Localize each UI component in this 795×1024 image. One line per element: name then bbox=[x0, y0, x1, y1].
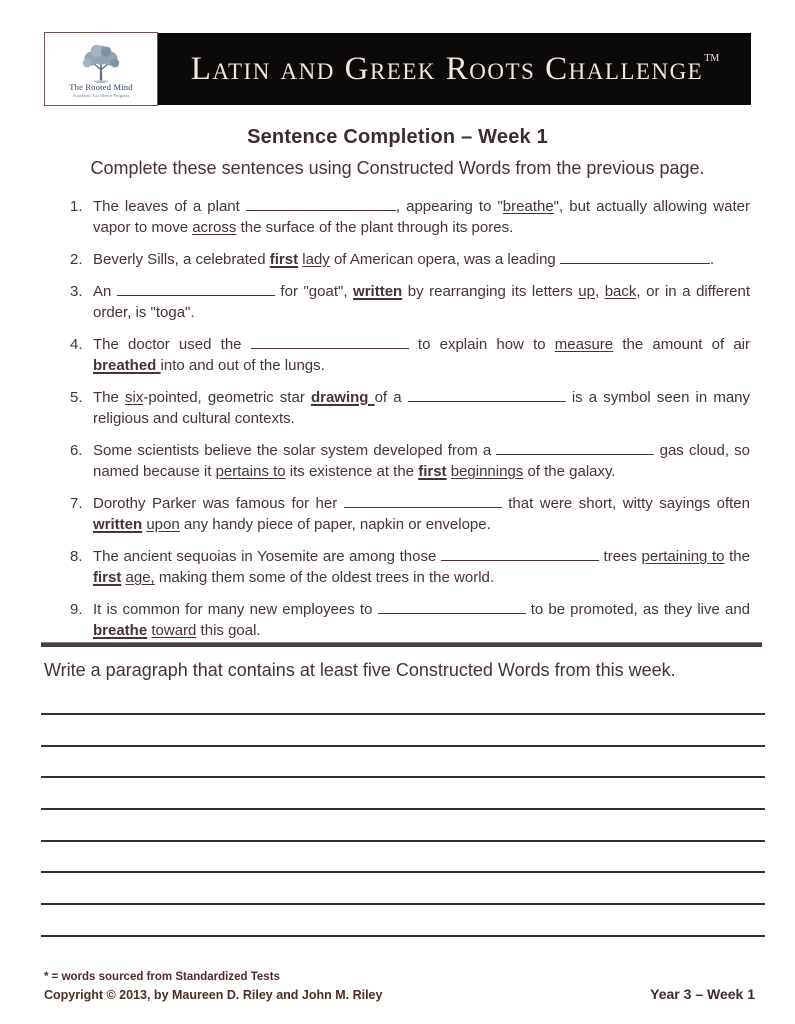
sentence-segment: drawing bbox=[310, 389, 375, 406]
sentence-text bbox=[93, 249, 750, 270]
writing-line bbox=[41, 840, 765, 842]
answer-blank bbox=[496, 441, 654, 455]
sentence-segment: The doctor used the bbox=[93, 336, 251, 353]
sentence-item bbox=[70, 249, 750, 270]
sentence-segment: It is common for many new employees to bbox=[93, 601, 378, 618]
answer-blank bbox=[117, 282, 275, 296]
sentence-text bbox=[93, 334, 750, 376]
item-number: 2. bbox=[70, 251, 83, 268]
writing-line bbox=[41, 808, 765, 810]
sentence-segment: . bbox=[709, 251, 715, 268]
copyright-line: Copyright © 2013, by Maureen D. Riley and John M. Riley bbox=[44, 988, 383, 1002]
sentence-segment: into and out of the lungs. bbox=[160, 357, 325, 374]
item-number: 6. bbox=[70, 442, 83, 459]
item-number: 9. bbox=[70, 601, 83, 618]
publisher-logo bbox=[44, 32, 158, 106]
writing-line bbox=[41, 713, 765, 715]
writing-line bbox=[41, 871, 765, 873]
sentence-segment: upon bbox=[146, 516, 180, 533]
sentence-segment: the bbox=[724, 548, 750, 565]
sentence-items-list bbox=[70, 196, 750, 652]
sentence-segment: of American opera, was a leading bbox=[329, 251, 560, 268]
item-number: 5. bbox=[70, 389, 83, 406]
sentence-segment: The bbox=[93, 389, 125, 406]
sentence-item bbox=[70, 493, 750, 535]
sentence-segment: -pointed, geometric star bbox=[143, 389, 311, 406]
sentence-segment: Beverly Sills, a celebrated bbox=[93, 251, 270, 268]
sentence-segment: , appearing to " bbox=[395, 198, 503, 215]
sentence-segment: measure bbox=[554, 336, 614, 353]
item-number: 1. bbox=[70, 198, 83, 215]
item-number: 7. bbox=[70, 495, 83, 512]
sentence-segment: Dorothy Parker was famous for her bbox=[93, 495, 344, 512]
sentence-item bbox=[70, 440, 750, 482]
sentence-segment: the surface of the plant through its pores. bbox=[236, 219, 514, 236]
sentence-segment: An bbox=[93, 283, 117, 300]
footnote: * = words sourced from Standardized Tests bbox=[44, 971, 280, 983]
sentence-text bbox=[93, 546, 750, 588]
worksheet-instructions: Complete these sentences using Constructed Words from the previous page. bbox=[90, 158, 705, 178]
sentence-segment: first bbox=[93, 569, 122, 586]
sentence-segment: Some scientists believe the solar system developed from a bbox=[93, 442, 497, 459]
tree-icon bbox=[75, 42, 127, 84]
sentence-segment: six bbox=[124, 389, 144, 406]
sentence-item bbox=[70, 387, 750, 429]
sentence-segment: this goal. bbox=[196, 622, 261, 639]
header-banner bbox=[44, 33, 751, 105]
sentence-segment: lady bbox=[302, 251, 330, 268]
sentence-segment: gas cloud, so named because it bbox=[93, 442, 750, 480]
sentence-segment: toward bbox=[151, 622, 197, 639]
answer-blank bbox=[344, 494, 502, 508]
answer-blank bbox=[378, 600, 526, 614]
sentence-segment: breathe bbox=[502, 198, 554, 215]
answer-blank bbox=[560, 250, 710, 264]
sentence-item bbox=[70, 546, 750, 588]
logo-tagline: Scholastic Excellence Program bbox=[73, 92, 129, 98]
sentence-text bbox=[93, 281, 750, 323]
writing-line bbox=[41, 903, 765, 905]
sentence-segment: trees bbox=[598, 548, 642, 565]
week-label: Year 3 – Week 1 bbox=[650, 986, 755, 1002]
sentence-segment: first bbox=[269, 251, 299, 268]
sentence-segment: written bbox=[93, 516, 143, 533]
sentence-item bbox=[70, 599, 750, 641]
sentence-segment: breathed bbox=[93, 357, 161, 374]
sentence-segment: back bbox=[604, 283, 637, 300]
sentence-text bbox=[93, 196, 750, 238]
sentence-segment: pertaining to bbox=[641, 548, 725, 565]
sentence-segment: of a bbox=[374, 389, 408, 406]
sentence-text bbox=[93, 387, 750, 429]
paragraph-prompt: Write a paragraph that contains at least five Constructed Words from this week. bbox=[44, 660, 676, 680]
sentence-segment: first bbox=[418, 463, 447, 480]
sentence-segment: breathe bbox=[93, 622, 148, 639]
sentence-segment: to explain how to bbox=[408, 336, 555, 353]
sentence-segment: pertains to bbox=[215, 463, 286, 480]
sentence-segment: by rearranging its letters bbox=[402, 283, 579, 300]
answer-blank bbox=[251, 335, 409, 349]
sentence-segment: is a symbol seen in many religious and cultural contexts. bbox=[93, 389, 751, 427]
sentence-text bbox=[93, 599, 750, 641]
answer-blank bbox=[408, 388, 566, 402]
footer-left bbox=[44, 971, 382, 1002]
item-number: 4. bbox=[70, 336, 83, 353]
writing-lines-area bbox=[41, 713, 765, 967]
answer-blank bbox=[246, 197, 396, 211]
writing-line bbox=[41, 776, 765, 778]
sentence-item bbox=[70, 196, 750, 238]
banner-title: Latin and Greek Roots Challenge bbox=[190, 50, 704, 87]
sentence-text bbox=[93, 440, 750, 482]
writing-line bbox=[41, 935, 765, 937]
sentence-segment: making them some of the oldest trees in the world. bbox=[154, 569, 495, 586]
writing-line bbox=[41, 745, 765, 747]
sentence-segment: ", but actually allowing water vapor to move bbox=[93, 198, 750, 236]
sentence-segment: the amount of air bbox=[613, 336, 750, 353]
sentence-segment: for "goat", bbox=[274, 283, 354, 300]
sentence-segment: across bbox=[192, 219, 237, 236]
sentence-segment: The ancient sequoias in Yosemite are among those bbox=[93, 548, 441, 565]
sentence-segment: The leaves of a plant bbox=[93, 198, 246, 215]
item-number: 8. bbox=[70, 548, 83, 565]
answer-blank bbox=[441, 547, 599, 561]
sentence-item bbox=[70, 334, 750, 376]
page-footer bbox=[44, 971, 755, 1002]
sentence-segment: of the galaxy. bbox=[523, 463, 616, 480]
sentence-segment: up bbox=[578, 283, 595, 300]
trademark-symbol: TM bbox=[704, 52, 720, 64]
logo-name: The Rooted Mind bbox=[69, 81, 133, 92]
sentence-item bbox=[70, 281, 750, 323]
sentence-segment: to be promoted, as they live and bbox=[525, 601, 750, 618]
worksheet-title: Sentence Completion – Week 1 bbox=[247, 126, 548, 148]
sentence-segment: any handy piece of paper, napkin or envelope. bbox=[179, 516, 491, 533]
section-divider bbox=[41, 642, 762, 647]
sentence-segment: its existence at the bbox=[285, 463, 419, 480]
sentence-segment: , or in a different order, is "toga". bbox=[93, 283, 750, 321]
sentence-segment: beginnings bbox=[450, 463, 524, 480]
sentence-segment: written bbox=[353, 283, 403, 300]
sentence-segment: , bbox=[594, 283, 605, 300]
item-number: 3. bbox=[70, 283, 83, 300]
sentence-text bbox=[93, 493, 750, 535]
sentence-segment: age, bbox=[125, 569, 155, 586]
sentence-segment: that were short, witty sayings often bbox=[501, 495, 750, 512]
